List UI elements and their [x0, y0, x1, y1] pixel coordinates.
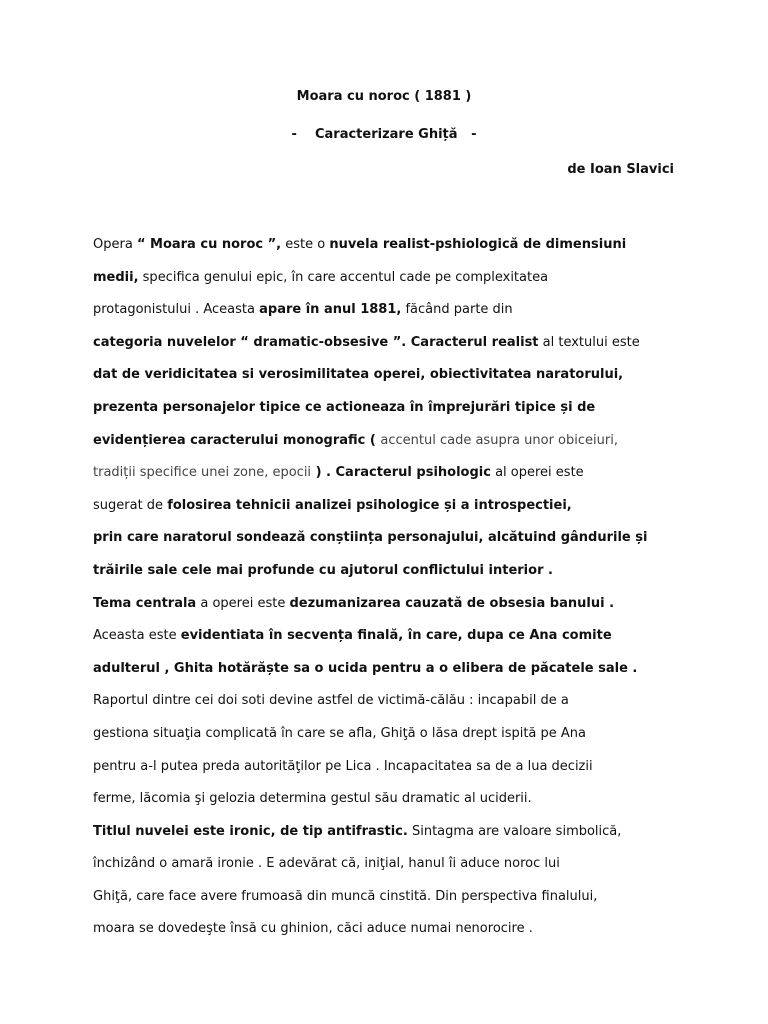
- text-line: [93, 363, 678, 396]
- document-body: [93, 233, 678, 950]
- text-line: [93, 429, 678, 462]
- text-segment: folosirea tehnicii analizei psihologice și a introspectiei,: [167, 497, 572, 513]
- text-segment: accentul cade asupra unor obiceiuri,: [380, 432, 618, 448]
- text-line: [93, 592, 678, 625]
- text-segment: a operei este: [196, 595, 290, 611]
- text-segment: ferme, lăcomia şi gelozia determina gestul său dramatic al uciderii.: [93, 791, 532, 807]
- text-line: [93, 298, 678, 331]
- text-segment: prezenta personajelor tipice ce actioneaza în împrejurări tipice și de: [93, 399, 596, 415]
- text-segment: protagonistului . Aceasta: [93, 302, 260, 318]
- text-segment: moara se dovedeşte însă cu ghinion, căci aduce numai nenorocire .: [93, 921, 533, 937]
- text-segment: gestiona situaţia complicată în care se afla, Ghiţă o lăsa drept ispită pe Ana: [93, 725, 587, 741]
- text-line: [93, 787, 678, 820]
- text-line: [93, 461, 678, 494]
- text-line: [93, 266, 678, 299]
- text-segment: nuvela realist-pshiologică de dimensiuni: [329, 237, 627, 252]
- text-line: [93, 331, 678, 364]
- text-segment: Titlul nuvelei este ironic, de tip antifrastic.: [93, 823, 408, 839]
- text-line: [93, 396, 678, 429]
- text-line: [93, 526, 678, 559]
- text-segment: făcând parte din: [401, 302, 513, 318]
- text-segment: Opera: [93, 237, 137, 252]
- text-line: [93, 885, 678, 918]
- text-segment: al operei este: [490, 465, 584, 481]
- text-line: [93, 755, 678, 788]
- text-segment: “ Moara cu noroc ”,: [136, 237, 282, 252]
- text-line: [93, 689, 678, 722]
- text-line: [93, 820, 678, 853]
- text-segment: Tema centrala: [93, 595, 197, 611]
- document-author: de Ioan Slavici: [567, 162, 674, 177]
- text-segment: al textului este: [538, 334, 640, 350]
- text-segment: dezumanizarea cauzată de obsesia banului .: [289, 595, 615, 611]
- text-segment: Ghiţă, care face avere frumoasă din muncă cinstită. Din perspectiva finalului,: [93, 888, 598, 904]
- text-segment: ) . Caracterul psihologic: [311, 465, 491, 481]
- text-line: [93, 233, 678, 266]
- text-segment: prin care naratorul sondează conștiința personajului, alcătuind gândurile și: [93, 530, 648, 546]
- text-segment: evidentiata în secvența finală, în care, dupa ce Ana comite: [180, 628, 612, 644]
- text-line: [93, 494, 678, 527]
- text-line: [93, 657, 678, 690]
- text-segment: categoria nuvelelor “ dramatic-obsesive ”. Caracterul realist: [93, 334, 539, 350]
- text-segment: Sintagma are valoare simbolică,: [407, 823, 622, 839]
- text-segment: adulterul , Ghita hotărăște sa o ucida pentru a o elibera de păcatele sale .: [93, 660, 638, 676]
- text-segment: dat de veridicitatea si verosimilitatea operei, obiectivitatea naratorului,: [93, 367, 624, 383]
- text-segment: specifica genului epic, în care accentul cade pe complexitatea: [138, 269, 549, 285]
- text-segment: sugerat de: [93, 497, 168, 513]
- text-segment: Raportul dintre cei doi soti devine astfel de victimă-călău : incapabil de a: [93, 693, 569, 709]
- text-segment: pentru a-l putea preda autorităţilor pe Lica . Incapacitatea sa de a lua decizii: [93, 758, 593, 774]
- text-segment: medii,: [93, 269, 139, 285]
- text-segment: evidențierea caracterului monografic (: [93, 432, 381, 448]
- text-segment: tradiții specifice unei zone, epocii: [93, 465, 312, 481]
- text-segment: trăirile sale cele mai profunde cu ajutorul conflictului interior .: [93, 562, 553, 578]
- text-line: [93, 559, 678, 592]
- document-subtitle: - Caracterizare Ghiță -: [291, 127, 477, 142]
- document-title: Moara cu noroc ( 1881 ): [296, 89, 472, 104]
- text-segment: Aceasta este: [93, 628, 181, 644]
- text-segment: închizând o amară ironie . E adevărat că, iniţial, hanul îi aduce noroc lui: [93, 856, 560, 872]
- text-line: [93, 852, 678, 885]
- text-line: [93, 917, 678, 950]
- text-line: [93, 722, 678, 755]
- text-segment: apare în anul 1881,: [259, 302, 402, 318]
- text-line: [93, 624, 678, 657]
- text-segment: este o: [281, 237, 330, 252]
